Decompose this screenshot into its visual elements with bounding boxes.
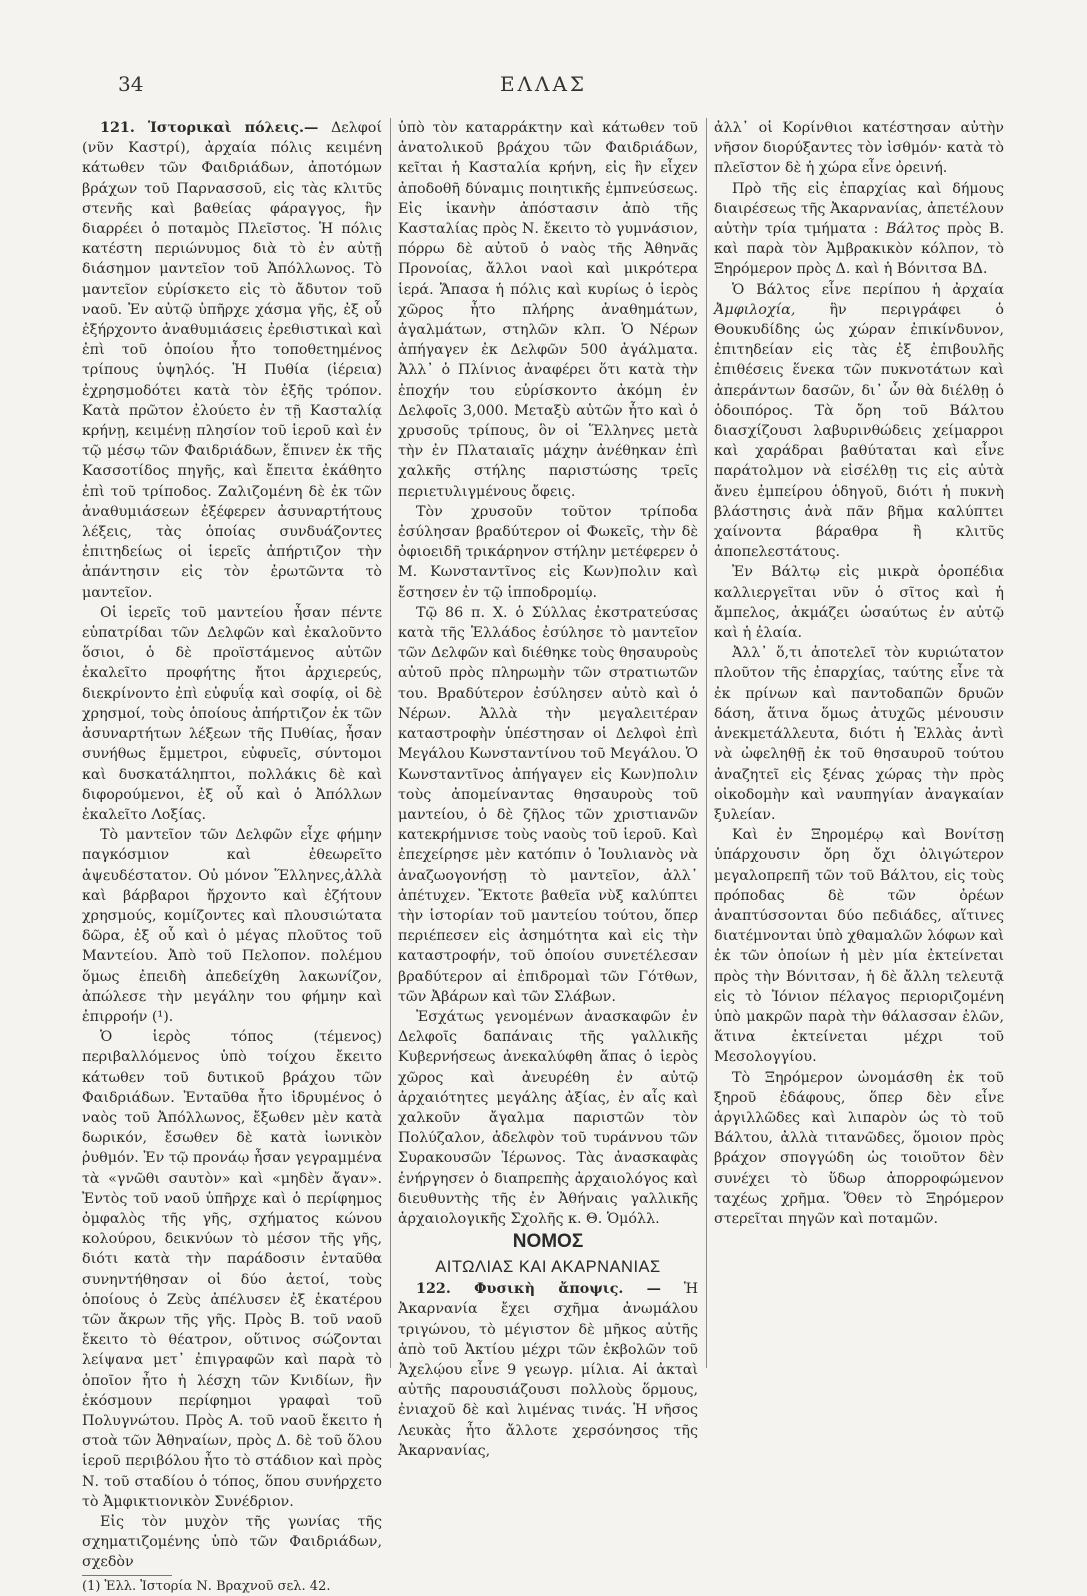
text-run: πρὸς Β. καὶ παρὰ τὸν Ἀμβρακικὸν κόλπον, τὸ Ξηρόμερον πρὸς Δ. καὶ ἡ Βόνιτσα ΒΔ. (714, 221, 1004, 278)
paragraph: Οἱ ἱερεῖς τοῦ μαντείου ἦσαν πέντε εὐπατρίδαι τῶν Δελφῶν καὶ ἐκαλοῦντο ὅσιοι, ὁ δὲ προϊστάμενος αὐτῶν ἐκαλεῖτο προφήτης ἤτοι ἀρχιερεύς, διεκρίνοντο ἐπὶ εὐφυΐᾳ καὶ σοφίᾳ, οἱ δὲ χρησμοί, τοὺς ὁποίους ἀπήρτιζον ἐκ τῶν ἀσυναρτήτων λέξεων τῆς Πυθίας, ἦσαν συνήθως ἔμμετροι, εὐφυεῖς, σύντομοι καὶ δυσκατάληπτοι, πολλάκις δὲ καὶ διφορούμενοι, ἐξ οὗ καὶ ὁ Ἀπόλλων ἐκαλεῖτο Λοξίας. (82, 604, 382, 823)
paragraph: Τὸ μαντεῖον τῶν Δελφῶν εἶχε φήμην παγκόσμιον καὶ ἐθεωρεῖτο ἀψευδέστατον. Οὐ μόνον Ἕλληνες,ἀλλὰ καὶ βάρβαροι ἤρχοντο καὶ ἐζήτουν χρησμούς, κομίζοντες καὶ πλουσιώτατα δῶρα, ἐξ οὗ καὶ ὁ μέγας πλοῦτος τοῦ Μαντείου. Ἀπὸ τοῦ Πελοπον. πολέμου ὅμως ἐπειδὴ ἀπεδείχθη λακωνίζον, ἀπώλεσε τὴν μεγάλην του φήμην καὶ ἐπιρροήν (¹). (82, 827, 382, 1025)
italic-term: Ἀμφιλοχία, (714, 301, 796, 318)
running-title: ΕΛΛΑΣ (499, 72, 588, 96)
paragraph: Ὁ ἱερὸς τόπος (τέμενος) περιβαλλόμενος ὑπὸ τοίχου ἔκειτο κάτωθεν τοῦ δυτικοῦ βράχου τῶν Φαιδριάδων. Ἐνταῦθα ἦτο ἱδρυμένος ὁ ναὸς τοῦ Ἀπόλλωνος, ἔξωθεν μὲν κατὰ δωρικόν, ἔσωθεν δὲ κατὰ ἰωνικὸν ῥυθμόν. Ἐν τῷ προνάῳ ἦσαν γεγραμμένα τὰ «γνῶθι σαυτὸν» καὶ «μηδὲν ἄγαν». Ἐντὸς τοῦ ναοῦ ὑπῆρχε καὶ ὁ περίφημος ὀμφαλὸς τῆς γῆς, σχήματος κώνου κολούρου, δεικνύων τὸ μέσον τῆς γῆς, διότι κατὰ τὴν παράδοσιν ἐνταῦθα συνηντήθησαν οἱ δύο ἀετοί, τοὺς ὁποίους ὁ Ζεὺς ἀπέλυσεν ἐξ ἑκατέρου τῶν ἄκρων τῆς γῆς. Πρὸς Β. τοῦ ναοῦ ἔκειτο τὸ θέατρον, οὕτινος σώζονται λείψανα μετ᾽ ἐπιγραφῶν καὶ παρὰ τὸ ὁποῖον ἦτο ἡ λέσχη τῶν Κνιδίων, ἣν ἐκόσμουν περίφημοι γραφαὶ τοῦ Πολυγνώτου. Πρὸς Α. τοῦ ναοῦ ἔκειτο ἡ στοὰ τῶν Ἀθηναίων, πρὸς Δ. δὲ τοῦ ὅλου ἱεροῦ περιβόλου ἦτο τὸ στάδιον καὶ πρὸς Ν. τοῦ σταδίου ὁ τόπος, ὅπου συνήρχετο τὸ Ἀμφικτιονικὸν Συνέδριον. (82, 1029, 382, 1510)
italic-term: Βάλτος (885, 221, 940, 238)
section-121-heading: 121. Ἱστορικαὶ πόλεις.— (100, 120, 319, 136)
paragraph-122 (398, 1279, 698, 1461)
paragraph: ὑπὸ τὸν καταρράκτην καὶ κάτωθεν τοῦ ἀνατολικοῦ βράχου τῶν Φαιδριάδων, κεῖται ἡ Κασταλία κρήνη, εἰς ἣν εἶχεν ἀποδοθῆ δύναμις ποιητικῆς ἐμπνεύσεως. Εἰς ἱκανὴν ἀπόστασιν ἀπὸ τῆς Κασταλίας πρὸς Ν. ἔκειτο τὸ γυμνάσιον, πόρρω δὲ αὐτοῦ ὁ ναὸς τῆς Ἀθηνᾶς Προνοίας, ἄλλοι ναοὶ καὶ μικρότερα ἱερά. Ἅπασα ἡ πόλις καὶ κυρίως ὁ ἱερὸς χῶρος ἦτο πλήρης ἀναθημάτων, ἀγαλμάτων, στηλῶν κλπ. Ὁ Νέρων ἀπήγαγεν ἐκ Δελφῶν 500 ἀγάλματα. Ἀλλ᾽ ὁ Πλίνιος ἀναφέρει ὅτι κατὰ τὴν ἐποχήν του εὑρίσκοντο ἀκόμη ἐν Δελφοῖς 3,000. Μεταξὺ αὐτῶν ἦτο καὶ ὁ χρυσοῦς τρίπους, ὃν οἱ Ἕλληνες μετὰ τὴν ἐν Πλαταιαῖς μάχην ἀνέθηκαν ἐπὶ χαλκῆς στήλης παριστώσης τρεῖς περιετυλιγμένους ὄφεις. (398, 120, 698, 500)
paragraph: Εἰς τὸν μυχὸν τῆς γωνίας τῆς σχηματιζομένης ὑπὸ τῶν Φαιδριάδων, σχεδὸν (82, 1514, 382, 1571)
paragraph: Τὸν χρυσοῦν τοῦτον τρίποδα ἐσύλησαν βραδύτερον οἱ Φωκεῖς, τὴν δὲ ὀφιοειδῆ τρικάρηνον στήλην μετέφερεν ὁ Μ. Κωνσταντῖνος εἰς Κων)πολιν καὶ ἔστησεν ἐν τῷ ἱπποδρομίῳ. (398, 503, 698, 601)
page-number: 34 (118, 72, 144, 96)
paragraph: Τῷ 86 π. Χ. ὁ Σύλλας ἐκστρατεύσας κατὰ τῆς Ἑλλάδος ἐσύλησε τὸ μαντεῖον τῶν Δελφῶν καὶ διέθηκε τοὺς θησαυροὺς αὐτοῦ πρὸς πληρωμὴν τῶν στρατιωτῶν του. Βραδύτερον ἐσύλησεν αὐτὸ καὶ ὁ Νέρων. Ἀλλὰ τὴν μεγαλειτέραν καταστροφὴν ὑπέστησαν οἱ Δελφοὶ ἐπὶ Μεγάλου Κωνσταντίνου τοῦ Μεγάλου. Ὁ Κωνσταντῖνος ἀπήγαγεν εἰς Κων)πολιν τοὺς ἀπομείναντας θησαυροὺς τοῦ μαντείου, ὁ δὲ ζῆλος τῶν χριστιανῶν κατεκρήμνισε τοὺς ναοὺς τοῦ ἱεροῦ. Καὶ ἐπεχείρησε μὲν κατόπιν ὁ Ἰουλιανὸς νὰ ἀναζωογονήσῃ τὸ μαντεῖον, ἀλλ᾽ ἀπέτυχεν. Ἔκτοτε βαθεῖα νὺξ καλύπτει τὴν ἱστορίαν τοῦ μαντείου τούτου, ὅπερ περιέπεσεν εἰς ἀσημότητα καὶ εἰς τὴν καταστροφήν, τοῦ ὁποίου συνετέλεσαν βραδύτερον αἱ ἐπιδρομαὶ τῶν Γότθων, τῶν Ἀβάρων καὶ τῶν Σλάβων. (398, 604, 698, 1005)
text-run: Ὁ Βάλτος εἶνε περίπου ἡ ἀρχαία (732, 281, 1004, 298)
section-121-text: Δελφοί (νῦν Καστρί), ἀρχαία πόλις κειμένη κάτωθεν τῶν Φαιδριάδων, ἀποτόμων βράχων τοῦ Παρνασσοῦ, εἰς τὰς κλιτῦς στενῆς καὶ βαθείας φάραγγος, ἣν διαρρέει ὁ ποταμὸς Πλεῖστος. Ἡ πόλις κατέστη περιώνυμος διὰ τὸ ἐν αὐτῇ διάσημον μαντεῖον τοῦ Ἀπόλλωνος. Τὸ μαντεῖον εὑρίσκετο εἰς τὸ ἄδυτον τοῦ ναοῦ. Ἐν αὐτῷ ὑπῆρχε χάσμα γῆς, ἐξ οὗ ἐξήρχοντο ἀναθυμιάσεις ἐρεθιστικαὶ καὶ ἐπὶ τοῦ ὁποίου ἦτο τοποθετημένος τρίπους ὑψηλός. Ἡ Πυθία (ἱέρεια) ἐχρησμοδότει κατὰ τὸν ἑξῆς τρόπον. Κατὰ πρῶτον ἐλούετο ἐν τῇ Κασταλίᾳ κρήνῃ, κειμένῃ πλησίον τοῦ ἱεροῦ καὶ ἐν τῷ μέσῳ τῶν Φαιδριάδων, ἔπινεν ἐκ τῆς Κασσοτίδος πηγῆς, καὶ ἔπειτα ἐκάθητο ἐπὶ τοῦ τρίποδος. Ζαλιζομένη δὲ ἐκ τῶν ἀναθυμιάσεων ἐξέφερεν ἀσυναρτήτους λέξεις, τὰς ὁποίας συνδυάζοντες ἐπιτηδείως οἱ ἱερεῖς ἀπήρτιζον τὴν ἀπάντησιν εἰς τὸν ἐρωτῶντα τὸ μαντεῖον. (82, 120, 382, 601)
paragraph (714, 280, 1004, 563)
paragraph: Ἐν Βάλτῳ εἰς μικρὰ ὀροπέδια καλλιεργεῖται νῦν ὁ σῖτος καὶ ἡ ἄμπελος, ἀκμάζει ὡσαύτως ἐν αὐτῷ καὶ ἡ ἐλαία. (714, 564, 1004, 642)
paragraph: Τὸ Ξηρόμερον ὠνομάσθη ἐκ τοῦ ξηροῦ ἐδάφους, ὅπερ δὲν εἶνε ἀργιλλῶδες καὶ λιπαρὸν ὡς τὸ τοῦ Βάλτου, ἀλλὰ τιτανῶδες, ὅμοιον πρὸς βράχον σπογγώδη ὡς τοιοῦτον δὲν συνέχει τὸ ὕδωρ ἀπορροφώμενον ταχέως χρῆμα. Ὅθεν τὸ Ξηρόμερον στερεῖται πηγῶν καὶ ποταμῶν. (714, 1069, 1004, 1227)
paragraph: ἀλλ᾽ οἱ Κορίνθιοι κατέστησαν αὐτὴν νῆσον διορύξαντες τὸν ἰσθμόν· κατὰ τὸ πλεῖστον δὲ ἡ χώρα εἶνε ὀρεινή. (714, 120, 1004, 177)
column-left (82, 118, 391, 1594)
footnote-rule (82, 1575, 172, 1576)
paragraph-121 (82, 118, 382, 603)
text-run: ἣν περιγράφει ὁ Θουκυδίδης ὡς χώραν ἐπικίνδυνον, ἐπιτηδείαν εἰς τὰς ἐξ ἐπιβουλῆς ἐπιθέσεις ἕνεκα τῶν πυκνοτάτων καὶ ἀπεράντων δασῶν, δι᾽ ὧν θὰ διέλθῃ ὁ ὁδοιπόρος. Τὰ ὄρη τοῦ Βάλτου διασχίζουσι λαβυρινθώδεις χείμαρροι καὶ χαράδραι βαθύταται καὶ εἶνε παράτολμον νὰ εἰσέλθῃ τις εἰς αὐτὰ ἄνευ ἐμπείρου ὁδηγοῦ, διότι ἡ πυκνὴ βλάστησις ἀνὰ πᾶν βῆμα καλύπτει χαίνοντα βάραθρα ἢ κλιτῦς ἀποπελεστάτους. (714, 301, 1004, 561)
page-header (0, 72, 1087, 102)
section-title: ΝΟΜΟΣ (512, 1231, 584, 1253)
section-122-text: Ἡ Ἀκαρνανία ἔχει σχῆμα ἀνωμάλου τριγώνου, τὸ μέγιστον δὲ μῆκος αὐτῆς ἀπὸ τοῦ Ἀκτίου μέχρι τῶν ἐκβολῶν τοῦ Ἀχελῴου εἶνε 9 γεωγρ. μίλια. Αἱ ἀκταὶ αὐτῆς παρουσιάζουσι πολλοὺς ὅρμους, ἐνιαχοῦ δὲ καὶ λιμένας τινάς. Ἡ νῆσος Λευκὰς ἦτο ἄλλοτε χερσόνησος τῆς Ἀκαρνανίας, (398, 1281, 698, 1459)
footnote: (1) Ἑλλ. Ἱστορία Ν. Βραχνοῦ σελ. 42. (82, 1578, 331, 1594)
text-run: Πρὸ τῆς εἰς ἐπαρχίας καὶ δήμους διαιρέσεως τῆς Ἀκαρνανίας, ἀπετέλουν αὐτὴν τρία τμήματα : (714, 180, 1004, 238)
paragraph: Ἐσχάτως γενομένων ἀνασκαφῶν ἐν Δελφοῖς δαπάναις τῆς γαλλικῆς Κυβερνήσεως ἀνεκαλύφθη ἅπας ὁ ἱερὸς χῶρος καὶ ἀνευρέθη ἐν αὐτῷ ἀρχαιότητες μεγάλης ἀξίας, ἐν αἷς καὶ χαλκοῦν ἄγαλμα παριστῶν τὸν Πολύζαλον, ἀδελφὸν τοῦ τυράννου τῶν Συρακουσῶν Ἱέρωνος. Τὰς ἀνασκαφὰς ἐνήργησεν ὁ διαπρεπὴς ἀρχαιολόγος καὶ διευθυντὴς τῆς ἐν Ἀθήναις γαλλικῆς ἀρχαιολογικῆς Σχολῆς κ. Θ. Ὁμόλλ. (398, 1008, 698, 1227)
section-122-heading: 122. Φυσικὴ ἄποψις. — (416, 1281, 661, 1298)
paragraph: Καὶ ἐν Ξηρομέρῳ καὶ Βονίτσῃ ὑπάρχουσιν ὄρη ὄχι ὀλιγώτερον μεγαλοπρεπῆ τῶν τοῦ Βάλτου, εἰς τοὺς πρόποδας δὲ τῶν ὀρέων ἀναπτύσσονται δύο πεδιάδες, αἵτινες διατέμνονται ὑπὸ χθαμαλῶν λόφων καὶ ἐκ τῶν ὁποίων ἡ μὲν μία ἐκτείνεται πρὸς τὴν Βόνιτσαν, ἡ δὲ ἄλλη τελευτᾷ εἰς τὸ Ἰόνιον πέλαγος περιοριζομένη ὑπὸ μακρῶν παρὰ τὴν θάλασσαν ἑλῶν, ἅτινα ἐκτείνεται μέχρι τοῦ Μεσολογγίου. (714, 827, 1005, 1066)
column-right (714, 118, 1004, 1229)
section-subtitle: ΑΙΤΩΛΙΑΣ ΚΑΙ ΑΚΑΡΝΑΝΙΑΣ (435, 1258, 661, 1277)
paragraph (714, 179, 1004, 280)
paragraph: Ἀλλ᾽ ὅ,τι ἀποτελεῖ τὸν κυριώτατον πλοῦτον τῆς ἐπαρχίας, ταύτης εἶνε τὰ ἐκ πρίνων καὶ παντοδαπῶν δρυῶν δάση, ἅτινα ὅμως ἀτυχῶς μένουσιν ἀνεκμετάλλευτα, διότι ἡ Ἑλλὰς ἀντὶ νὰ ὠφεληθῇ ἐκ τοῦ θησαυροῦ τούτου ἀναζητεῖ εἰς ξένας χώρας τὴν πρὸς οἰκοδομὴν καὶ ναυπηγίαν ἀναγκαίαν ξυλείαν. (714, 645, 1004, 823)
column-middle (398, 118, 707, 1459)
